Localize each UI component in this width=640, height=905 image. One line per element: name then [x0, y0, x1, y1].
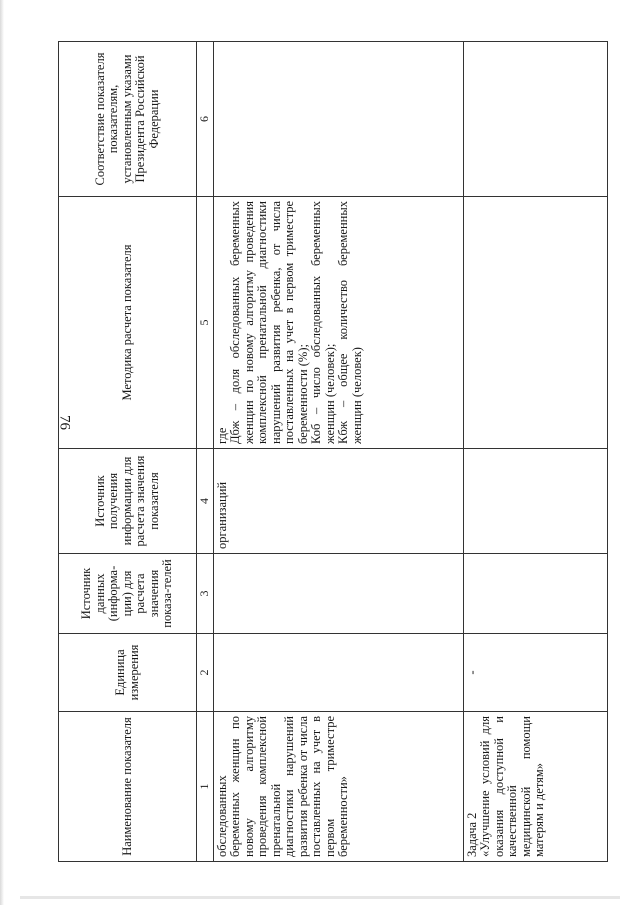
- calc-method-cell: где Дбж – доля обследованных беременных женщин по новому алгоритму проведения комплексной пренатальной диагностики нарушений развития ребенка, от числа поставленных на учет в первом триместре беременности (%); Коб – число обследованных беременных женщин (человек); Кбж – общее количество беременных женщин (человек): [213, 197, 463, 449]
- table-header-row: [59, 42, 197, 862]
- info-source-cell: [463, 449, 607, 554]
- info-source-cell: организаций: [213, 449, 463, 554]
- column-number: 1: [197, 712, 214, 862]
- column-number: 6: [197, 42, 214, 197]
- header-info-source: Источник получения информации для расчета значения показателя: [59, 449, 197, 554]
- column-number: 2: [197, 634, 214, 712]
- scan-bottom-edge: [20, 896, 620, 899]
- header-presidential-compliance: Соответствие показателя показателям, установленным указами Президента Российской Федерации: [59, 42, 197, 197]
- calc-method-cell: [463, 197, 607, 449]
- task-name-cell: Задача 2 «Улучшение условий для оказания доступной и качественной медицинской помощи матерям и детям»: [463, 712, 607, 862]
- table-row: [463, 42, 607, 862]
- data-source-cell: [213, 554, 463, 634]
- compliance-cell: [213, 42, 463, 197]
- page-number: 76: [56, 415, 73, 430]
- column-number-row: [197, 42, 214, 862]
- indicator-name-cell: обследованных беременных женщин по новому алгоритму проведения комплексной пренатальной диагностики нарушений развития ребенка от числа поставленных на учет в первом триместре беременности»: [213, 712, 463, 862]
- rotated-table-wrapper: [58, 42, 606, 862]
- column-number: 5: [197, 197, 214, 449]
- indicator-table: [58, 41, 608, 862]
- column-number: 4: [197, 449, 214, 554]
- header-indicator-name: Наименование показателя: [59, 712, 197, 862]
- header-calc-method: Методика расчета показателя: [59, 197, 197, 449]
- unit-cell: [213, 634, 463, 712]
- unit-cell: -: [463, 634, 607, 712]
- data-source-cell: [463, 554, 607, 634]
- table-row: [213, 42, 463, 862]
- scan-edge-shadow: [0, 0, 4, 905]
- compliance-cell: [463, 42, 607, 197]
- column-number: 3: [197, 554, 214, 634]
- header-data-source: Источник данных (информа-ции) для расчета значения показа-телей: [59, 554, 197, 634]
- header-unit: Единица измерения: [59, 634, 197, 712]
